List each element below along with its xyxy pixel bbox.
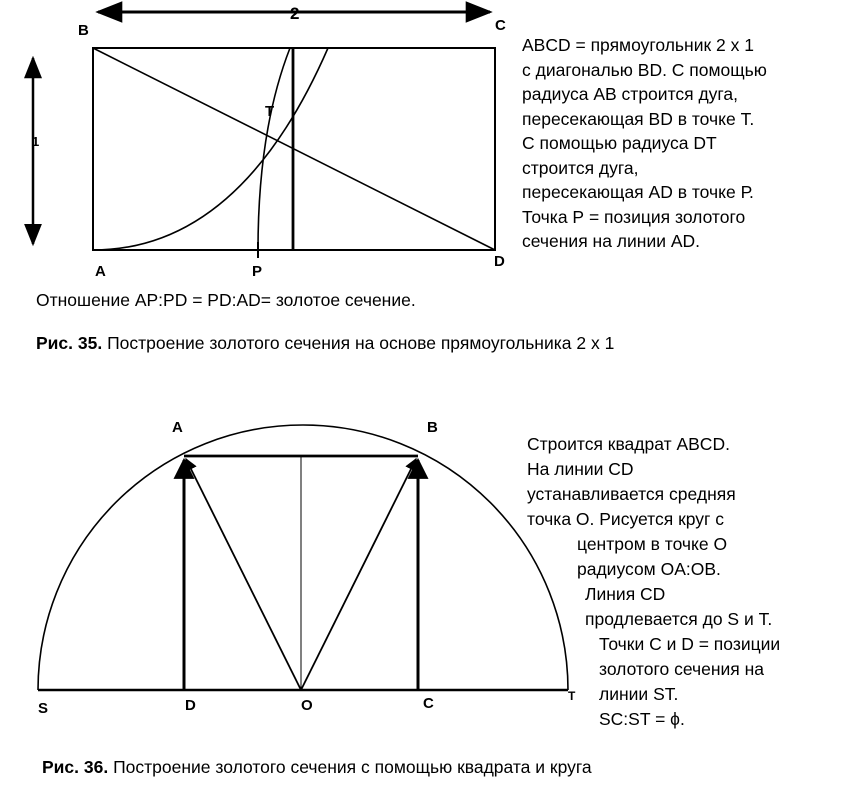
fig36-desc-line: На линии CD: [527, 459, 634, 479]
fig36-desc-line: золотого сечения на: [599, 659, 765, 679]
label-o: O: [301, 697, 313, 714]
label-a: A: [95, 263, 106, 280]
fig35-caption: [36, 333, 614, 354]
fig36-desc-line: Линия CD: [585, 584, 666, 604]
label-c: C: [495, 17, 506, 34]
label-b2: B: [427, 419, 438, 436]
fig35-desc-line: пересекающая AD в точке Р.: [522, 182, 754, 202]
fig35-desc-line: пересекающая BD в точке Т.: [522, 108, 755, 129]
label-width-2: 2: [290, 4, 300, 23]
fig36-desc-line: устанавливается средняя: [527, 484, 736, 504]
label-t: T: [265, 103, 275, 120]
radius-oa: [186, 459, 301, 690]
fig35-caption-text: Построение золотого сечения на основе прямоугольника 2 х 1: [102, 333, 615, 353]
fig36-desc-line: линии ST.: [599, 684, 679, 704]
semicircle-center-o: [38, 425, 568, 690]
figure-36-diagram: [38, 419, 576, 717]
figure-35-diagram: [32, 4, 506, 280]
fig35-desc-line: ABCD = прямоугольник 2 х 1: [522, 35, 754, 55]
fig36-desc-line: SC:ST = ϕ.: [599, 709, 685, 729]
label-c2: C: [423, 695, 434, 712]
fig36-desc-line: радиусом OA:OB.: [577, 559, 721, 579]
fig36-desc-line: Точки С и D = позиции: [599, 634, 781, 654]
fig36-desc-line: центром в точке О: [577, 534, 728, 554]
fig36-desc-line: продлевается до S и Т.: [585, 609, 773, 629]
label-b: B: [78, 22, 89, 39]
fig35-desc-line: сечения на линии AD.: [522, 231, 701, 251]
label-height-1: 1: [32, 134, 40, 149]
radius-ob: [301, 459, 416, 690]
label-a2: A: [172, 419, 183, 436]
fig36-desc-line: Строится квадрат ABCD.: [527, 434, 730, 454]
label-t2: T: [568, 689, 576, 703]
arc-radius-dt: [258, 48, 290, 250]
fig36-caption-label: Рис. 36.: [42, 757, 109, 777]
label-d2: D: [185, 697, 196, 714]
fig36-caption: [42, 757, 592, 778]
label-p: P: [252, 263, 263, 280]
label-s: S: [38, 700, 49, 717]
label-d: D: [494, 253, 505, 270]
fig36-caption-text: Построение золотого сечения с помощью квадрата и круга: [108, 757, 592, 777]
fig35-desc-line: с диагональю BD. С помощью: [522, 59, 767, 80]
fig35-ratio-text: Отношение AP:PD = PD:AD= золотое сечение.: [36, 290, 416, 310]
fig36-description: [527, 432, 780, 732]
fig35-desc-line: радиуса AB строится дуга,: [522, 84, 739, 104]
fig35-desc-line: Точка Р = позиция золотого: [522, 206, 746, 227]
fig35-desc-line: строится дуга,: [522, 157, 639, 178]
fig36-desc-line: точка О. Рисуется круг с: [527, 509, 725, 529]
fig35-desc-line: С помощью радиуса DT: [522, 133, 717, 153]
fig35-description: [522, 33, 767, 254]
fig35-caption-label: Рис. 35.: [36, 333, 103, 353]
